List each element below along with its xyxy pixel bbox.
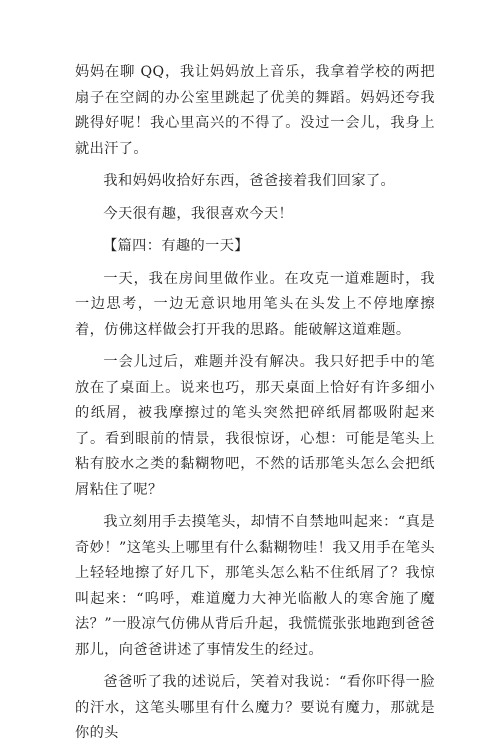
section-heading: 【篇四：有趣的一天】 [103,238,249,254]
paragraph-fun-day: 今天很有趣，我很喜欢今天！ [103,205,294,222]
paragraph-father: 爸爸听了我的述说后，笑着对我说：“看你吓得一脸的汗水，这笔头哪里有什么魔力？要说有魔力，那就是你的头 [75,674,435,741]
paragraph-magic: 我立刻用手去摸笔头，却情不自禁地叫起来：“真是奇妙！”这笔头上哪里有什么黏糊物哇！我又用手在笔头上轻轻地擦了好几下，那笔头怎么粘不住纸屑了？我惊叫起来：“呜呼，难道魔力大神光临敝人的寒舍施了魔法？”一股凉气仿佛从背后升起，我慌慌张张地跑到爸爸那儿，向爸爸讲述了事情发生的经过。 [75,514,435,658]
paragraph-homework: 一天，我在房间里做作业。在攻克一道难题时，我一边思考，一边无意识地用笔头在头发上不停地摩擦着，仿佛这样做会打开我的思路。能破解这道难题。 [75,270,435,338]
document-page [75,60,435,754]
paragraph-go-home: 我和妈妈收拾好东西，爸爸接着我们回家了。 [103,173,396,189]
paragraph-paper-scraps: 一会儿过后，难题并没有解决。我只好把手中的笔放在了桌面上。说来也巧，那天桌面上恰好有许多细小的纸屑，被我摩擦过的笔头突然把碎纸屑都吸附起来了。看到眼前的情景，我很惊讶，心想：可能是笔头上粘有胶水之类的黏糊物吧，不然的话那笔头怎么会把纸屑粘住了呢？ [75,354,435,498]
paragraph-dance: 妈妈在聊 QQ，我让妈妈放上音乐，我拿着学校的两把扇子在空阔的办公室里跳起了优美的舞蹈。妈妈还夸我跳得好呢！我心里高兴的不得了。没过一会儿，我身上就出汗了。 [75,64,435,157]
